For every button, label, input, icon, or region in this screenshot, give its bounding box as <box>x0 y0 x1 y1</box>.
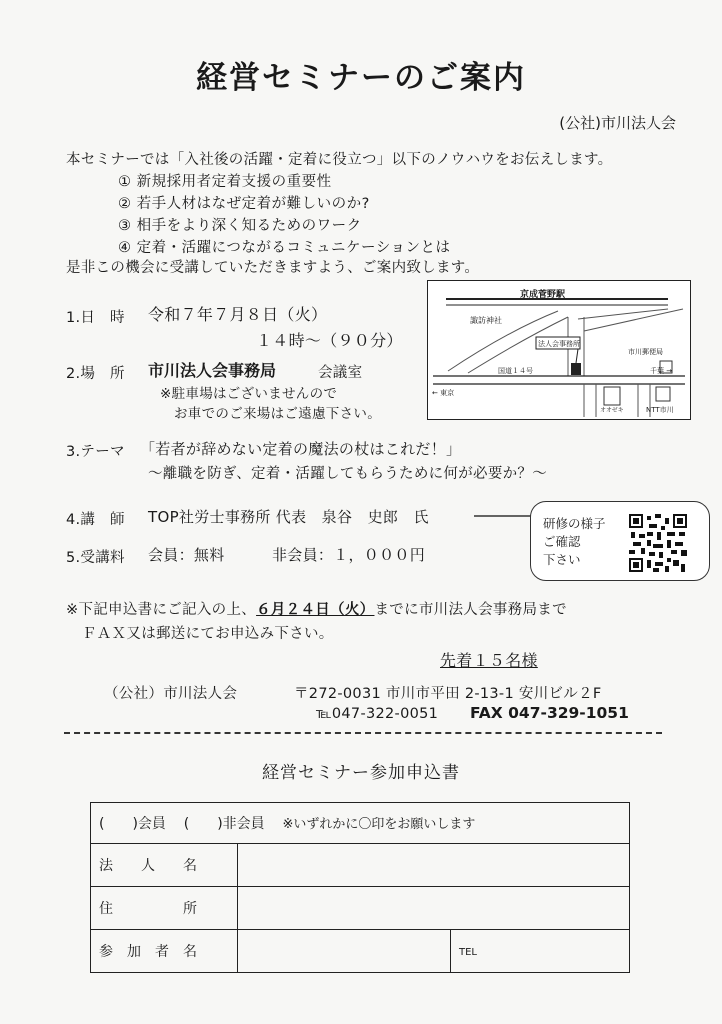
intro-lead: 本セミナーでは「入社後の活躍・定着に役立つ」以下のノウハウをお伝えします。 <box>66 152 613 168</box>
capacity-note: 先着１５名様 <box>440 651 538 670</box>
nonmember-option[interactable]: ( )非会員 <box>183 816 265 832</box>
participant-field[interactable] <box>238 930 451 973</box>
place-label: 2.場 所 <box>66 366 125 382</box>
map-station: 京成菅野駅 <box>520 290 566 300</box>
registration-form <box>90 802 630 973</box>
intro-item-3: ③ 相手をより深く知るためのワーク <box>118 218 362 234</box>
tel-label: TEL <box>459 947 477 958</box>
apply-line-1-post: までに市川法人会事務局まで <box>374 602 567 618</box>
map-post-office: 市川郵便局 <box>628 348 663 356</box>
apply-line-1 <box>66 598 567 619</box>
fee-members: 会員：無料 <box>148 546 225 564</box>
company-field[interactable] <box>238 844 630 887</box>
intro-item-2: ② 若手人材はなぜ定着が難しいのか? <box>118 196 370 212</box>
member-option[interactable]: ( )会員 <box>99 816 166 832</box>
form-title: 経営セミナー参加申込書 <box>262 763 460 783</box>
tel-field[interactable] <box>451 930 630 973</box>
place-value: 市川法人会事務局 <box>148 361 277 380</box>
map-shrine: 諏訪神社 <box>470 316 502 325</box>
contact-address: 〒272-0031 市川市平田 2-13-1 安川ビル２F <box>294 686 602 702</box>
map-tokyo: ← 東京 <box>432 389 455 397</box>
map-shop: オオゼキ <box>600 407 624 414</box>
company-label: 法 人 名 <box>91 844 238 887</box>
bubble-line-2: ご確認 <box>543 534 581 549</box>
parking-note-2: お車でのご来場はご遠慮下さい。 <box>174 406 381 422</box>
qr-code-icon[interactable] <box>629 514 687 572</box>
map-road: 国道１４号 <box>498 367 533 375</box>
fee-label: 5.受講料 <box>66 550 125 566</box>
organizer-name: (公社)市川法人会 <box>559 114 676 132</box>
intro-item-4: ④ 定着・活躍につながるコミュニケーションとは <box>118 240 451 256</box>
theme-label: 3.テーマ <box>66 444 125 460</box>
theme-subtitle: ～離職を防ぎ、定着・活躍してもらうために何が必要か？～ <box>148 466 548 482</box>
place-room: 会議室 <box>318 365 363 381</box>
date-label: 1.日 時 <box>66 310 125 326</box>
map-office: 法人会事務所 <box>538 340 580 348</box>
training-photo-callout <box>530 501 710 581</box>
participant-label: 参 加 者 名 <box>91 930 238 973</box>
date-value: 令和７年７月８日（火） <box>148 305 328 324</box>
intro-item-1: ① 新規採用者定着支援の重要性 <box>118 174 332 190</box>
cut-line <box>64 732 662 734</box>
address-label: 住 所 <box>91 887 238 930</box>
intro-closing: 是非この機会に受講していただきますよう、ご案内致します。 <box>66 260 480 276</box>
page-title: 経営セミナーのご案内 <box>196 60 526 96</box>
lecturer-label: 4.講 師 <box>66 512 125 528</box>
apply-line-1-pre: ※下記申込書にご記入の上、 <box>66 602 257 618</box>
bubble-pointer-line <box>474 504 534 528</box>
membership-row <box>91 803 630 844</box>
bubble-line-3: 下さい <box>543 552 581 567</box>
lecturer-value: TOP社労士事務所 代表 泉谷 史郎 氏 <box>148 508 429 526</box>
bubble-line-1: 研修の様子 <box>543 516 606 531</box>
theme-value: 「若者が辞めない定着の魔法の杖はこれだ！」 <box>140 440 462 458</box>
fee-nonmembers: 非会員：１，０００円 <box>272 546 426 564</box>
membership-note: ※いずれかに〇印をお願いします <box>282 817 476 832</box>
time-value: １４時～（９０分） <box>256 331 403 350</box>
parking-note-1: ※駐車場はございませんので <box>160 386 338 402</box>
apply-line-2: ＦＡＸ又は郵送にてお申込み下さい。 <box>82 626 334 642</box>
contact-fax: FAX 047-329-1051 <box>470 704 629 722</box>
contact-tel: ℡047-322-0051 <box>316 706 439 722</box>
deadline-date: ６月２４日（火） <box>256 602 375 618</box>
contact-org: （公社）市川法人会 <box>104 686 238 702</box>
access-map <box>427 280 691 420</box>
map-ntt: NTT市川 <box>646 406 674 414</box>
map-chiba: 千葉 → <box>650 367 673 375</box>
address-field[interactable] <box>238 887 630 930</box>
